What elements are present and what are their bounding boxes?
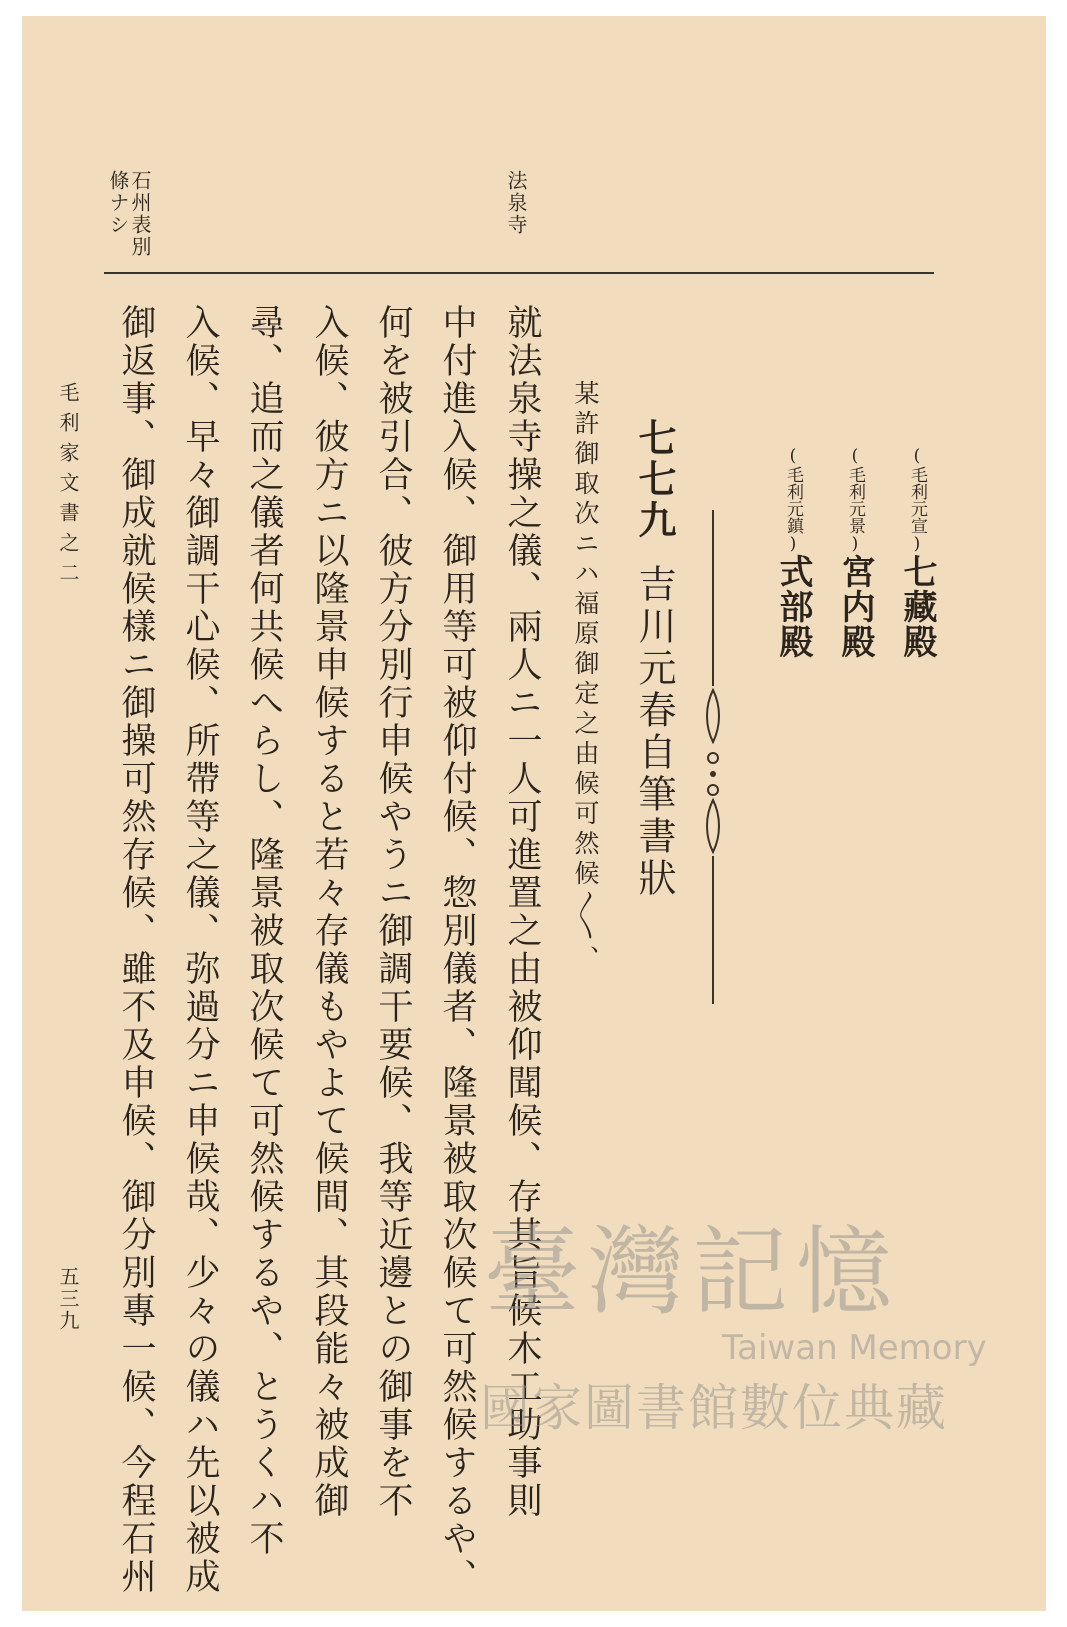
- ornament-icon: [702, 686, 724, 856]
- document-number: 七七九: [632, 418, 677, 541]
- header-rule: [104, 272, 934, 274]
- body-line-5: 尋、追而之儀者何共候へらし、隆景被取次候て可然候するや、とうくハ不: [244, 304, 284, 1558]
- document-page: [22, 16, 1046, 1611]
- watermark-english: Taiwan Memory: [722, 1328, 987, 1368]
- addressee-2-note: (毛利元景): [845, 446, 865, 554]
- running-head: 毛利家文書之二: [56, 382, 80, 592]
- addressee-3-note: (毛利元鎮): [783, 446, 803, 554]
- addressee-1-name: 七藏殿: [897, 554, 937, 659]
- body-line-1: 就法泉寺操之儀、兩人ニ一人可進置之由被仰聞候、存其旨候木工助事則: [502, 304, 542, 1520]
- watermark-library: 國家圖書館數位典藏: [480, 1379, 948, 1437]
- addressee-2: [837, 446, 873, 659]
- body-line-7: 御返事、御成就候樣ニ御操可然存候、雖不及申候、御分別專一候、今程石州: [116, 304, 156, 1596]
- header-left-note-col2: 條ナシ: [106, 170, 130, 236]
- header-left-note-col1: 石州表別: [128, 170, 152, 258]
- header-center-note: 法泉寺: [504, 170, 528, 236]
- page-number: 五三九: [56, 1266, 80, 1332]
- body-line-2: 中付進入候、御用等可被仰付候、惣別儀者、隆景被取次候て可然候するや、: [437, 304, 477, 1596]
- addressee-1-note: (毛利元宣): [907, 446, 927, 554]
- watermark-chinese: 臺灣記憶: [484, 1216, 900, 1328]
- body-line-6: 入候、早々御調干心候、所帶等之儀、弥過分ニ申候哉、少々の儀ハ先以被成: [180, 304, 220, 1596]
- body-line-3: 何を被引合、彼方分別行申候やうニ御調干要候、我等近邊との御事を不: [373, 304, 413, 1520]
- addressee-3: [775, 446, 811, 659]
- document-sub-note: 某許御取次ニハ福原御定之由候可然候〳〵、: [571, 380, 600, 975]
- addressee-1: [899, 446, 935, 659]
- body-line-4: 入候、彼方ニ以隆景申候すると若々存儀もやよて候間、其段能々被成御: [309, 304, 349, 1520]
- addressee-2-name: 宮内殿: [835, 554, 875, 659]
- addressee-3-name: 式部殿: [773, 554, 813, 659]
- document-title: 吉川元春自筆書狀: [632, 564, 676, 900]
